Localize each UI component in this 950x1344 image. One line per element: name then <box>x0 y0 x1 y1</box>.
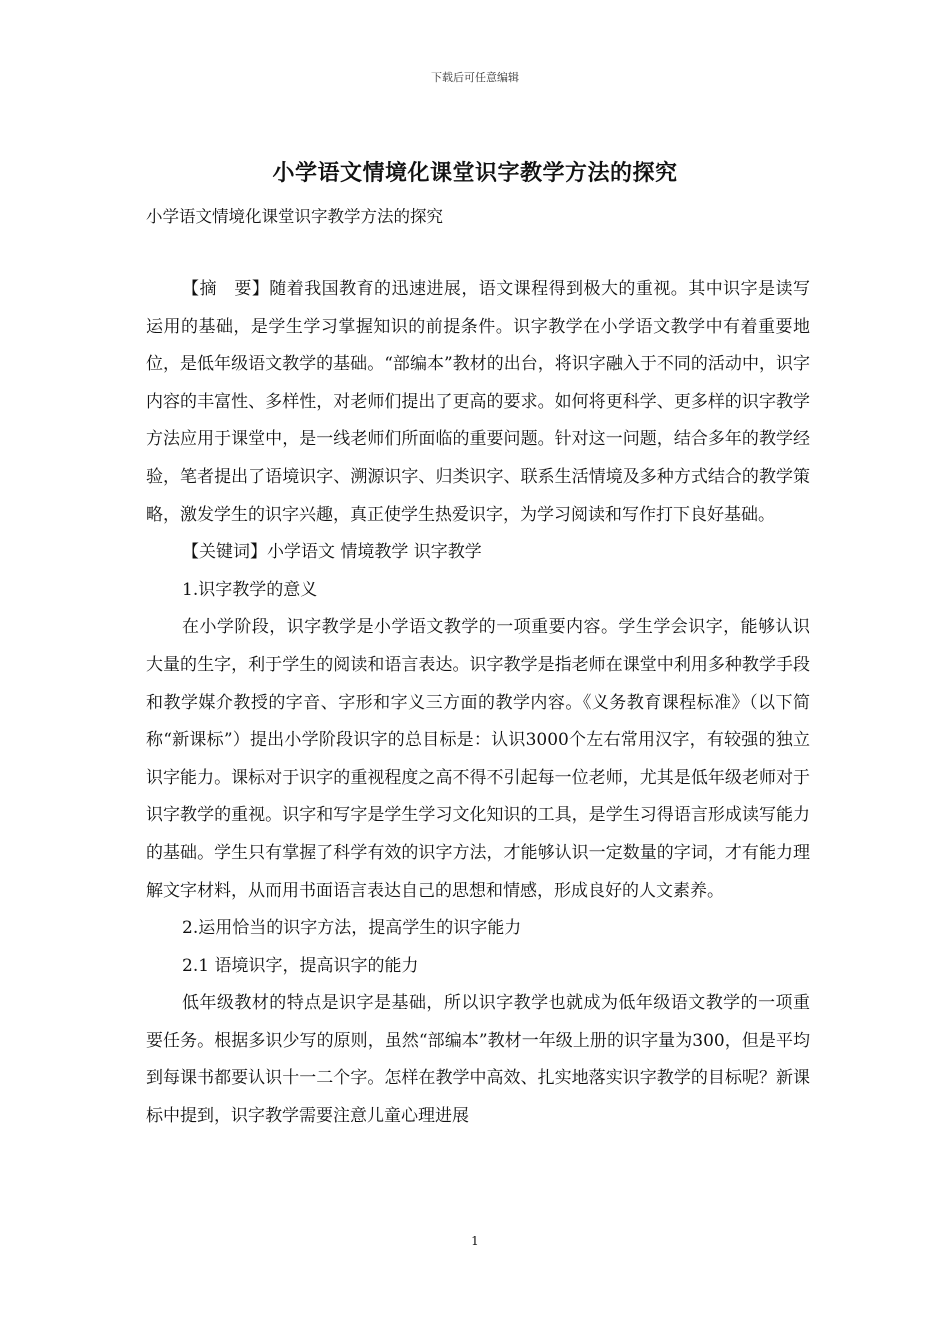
document-body <box>146 271 810 1136</box>
abstract-paragraph: 【摘 要】随着我国教育的迅速进展，语文课程得到极大的重视。其中识字是读写运用的基础，是学生学习掌握知识的前提条件。识字教学在小学语文教学中有着重要地位，是低年级语文教学的基础。“部编本”教材的出台，将识字融入于不同的活动中，识字内容的丰富性、多样性，对老师们提出了更高的要求。如何将更科学、更多样的识字教学方法应用于课堂中，是一线老师们所面临的重要问题。针对这一问题，结合多年的教学经验，笔者提出了语境识字、溯源识字、归类识字、联系生活情境及多种方式结合的教学策略，激发学生的识字兴趣，真正使学生热爱识字，为学习阅读和写作打下良好基础。 <box>146 279 810 525</box>
section-heading-2: 2.运用恰当的识字方法，提高学生的识字能力 <box>182 918 522 939</box>
body-paragraph: 在小学阶段，识字教学是小学语文教学的一项重要内容。学生学会识字，能够认识大量的生字，利于学生的阅读和语言表达。识字教学是指老师在课堂中利用多种教学手段和教学媒介教授的字音、字形和字义三方面的教学内容。《义务教育课程标准》（以下简称“新课标”）提出小学阶段识字的总目标是：认识3000个左右常用汉字，有较强的独立识字能力。课标对于识字的重视程度之高不得不引起每一位老师，尤其是低年级老师对于识字教学的重视。识字和写字是学生学习文化知识的工具，是学生习得语言形成读写能力的基础。学生只有掌握了科学有效的识字方法，才能够认识一定数量的字词，才有能力理解文字材料，从而用书面语言表达自己的思想和情感，形成良好的人文素养。 <box>146 617 810 901</box>
subsection-heading-2-1: 2.1 语境识字，提高识字的能力 <box>182 955 419 976</box>
document-title: 小学语文情境化课堂识字教学方法的探究 <box>272 160 678 186</box>
page-number: 1 <box>471 1234 479 1248</box>
section-heading-1: 1.识字教学的意义 <box>182 579 318 600</box>
keywords-paragraph: 【关键词】小学语文 情境教学 识字教学 <box>182 542 482 563</box>
document-subtitle: 小学语文情境化课堂识字教学方法的探究 <box>146 207 443 226</box>
header-note: 下载后可任意编辑 <box>431 71 519 84</box>
body-paragraph: 低年级教材的特点是识字是基础，所以识字教学也就成为低年级语文教学的一项重要任务。根据多识少写的原则，虽然“部编本”教材一年级上册的识字量为300，但是平均到每课书都要认识十一二个字。怎样在教学中高效、扎实地落实识字教学的目标呢？新课标中提到，识字教学需要注意儿童心理进展 <box>146 993 810 1127</box>
